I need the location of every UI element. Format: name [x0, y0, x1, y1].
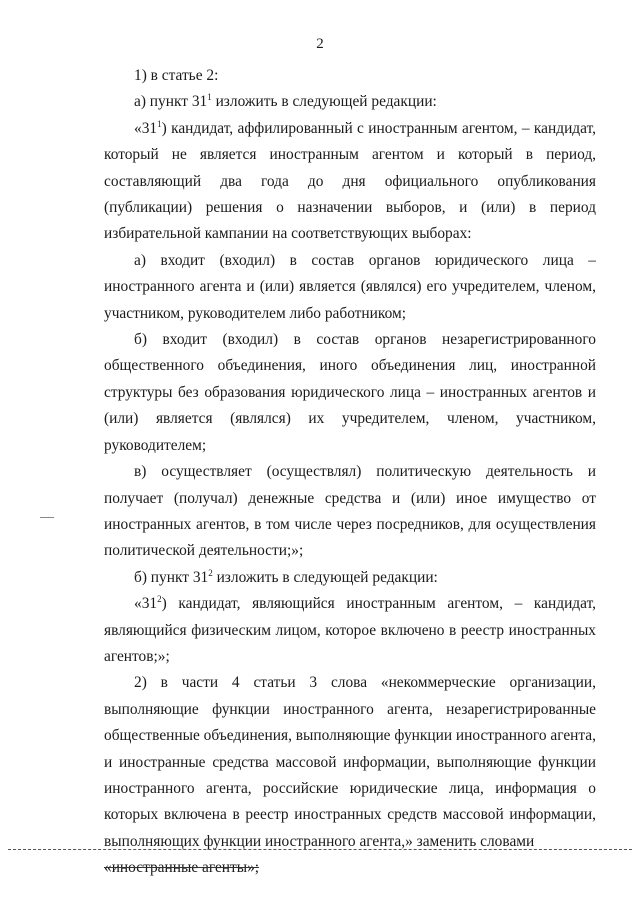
superscript: 2 [157, 594, 162, 604]
paragraph-text: «31 [134, 595, 158, 613]
paragraph-text: ) кандидат, являющийся иностранным агентом, – кандидат, являющийся физическим лицом, которое включено в реестр иностранных агентов;»; [104, 595, 596, 665]
paragraph-article-3 [104, 670, 596, 855]
paragraph-subitem-b [104, 327, 596, 459]
paragraph-text: б) пункт 31 [134, 568, 209, 586]
paragraph-text: ) кандидат, аффилированный с иностранным агентом, – кандидат, который не является иностранным агентом и который в период, составляющий два года до дня официального опубликования (публикации) решения о назначении выборов, и (или) в период избирательной кампании на соответствующих выборах: [104, 119, 596, 243]
paragraph-text: 1) в статье 2: [134, 67, 219, 84]
superscript: 2 [208, 567, 213, 578]
paragraph-text: «иностранные агенты»; [104, 859, 260, 877]
document-body [104, 63, 596, 882]
paragraph-text: «31 [134, 119, 158, 137]
scan-artifact-line [8, 849, 632, 850]
paragraph-text: изложить в следующей редакции: [211, 93, 437, 111]
superscript: 1 [157, 118, 162, 129]
paragraph-item-31-2-heading [104, 565, 596, 591]
paragraph-item-31-1-heading [104, 89, 596, 115]
paragraph-text: 2) в части 4 статьи 3 слова «некоммерческие организации, выполняющие функции иностранного агента, незарегистрированные общественные объединения, выполняющие функции иностранного агента, и иностранные средства массовой информации, выполняющие функции иностранного агента, российские юридические лица, информация о которых включена в реестр иностранных средств массовой информации, выполняющих функции иностранного агента,» заменить словами [104, 674, 596, 850]
paragraph-text: б) входит (входил) в состав органов незарегистрированного общественного объединения, иного объединения лиц, иностранной структуры без образования юридического лица – иностранных агентов и (или) является (являлся) их учредителем, членом, участником, руководителем; [104, 331, 596, 454]
superscript: 1 [207, 92, 212, 103]
paragraph-item-31-2-definition [104, 591, 596, 670]
paragraph-article-2 [104, 63, 596, 89]
paragraph-text: изложить в следующей редакции: [212, 568, 438, 586]
paragraph-item-31-1-definition [104, 116, 596, 248]
page-number: 2 [316, 36, 324, 52]
paragraph-text: в) осуществляет (осуществлял) политическую деятельность и получает (получал) денежные средства и (или) иное имущество от иностранных агентов, в том числе через посредников, для осуществления политической деятельности;»; [104, 463, 596, 560]
paragraph-replacement-words [104, 855, 596, 881]
paragraph-subitem-a [104, 248, 596, 327]
paragraph-text: а) входит (входил) в состав органов юридического лица – иностранного агента и (или) является (являлся) его учредителем, членом, участником, руководителем либо работником; [104, 251, 596, 322]
paragraph-subitem-v [104, 459, 596, 565]
paragraph-text: а) пункт 31 [134, 93, 208, 111]
scan-margin-mark [40, 517, 54, 518]
